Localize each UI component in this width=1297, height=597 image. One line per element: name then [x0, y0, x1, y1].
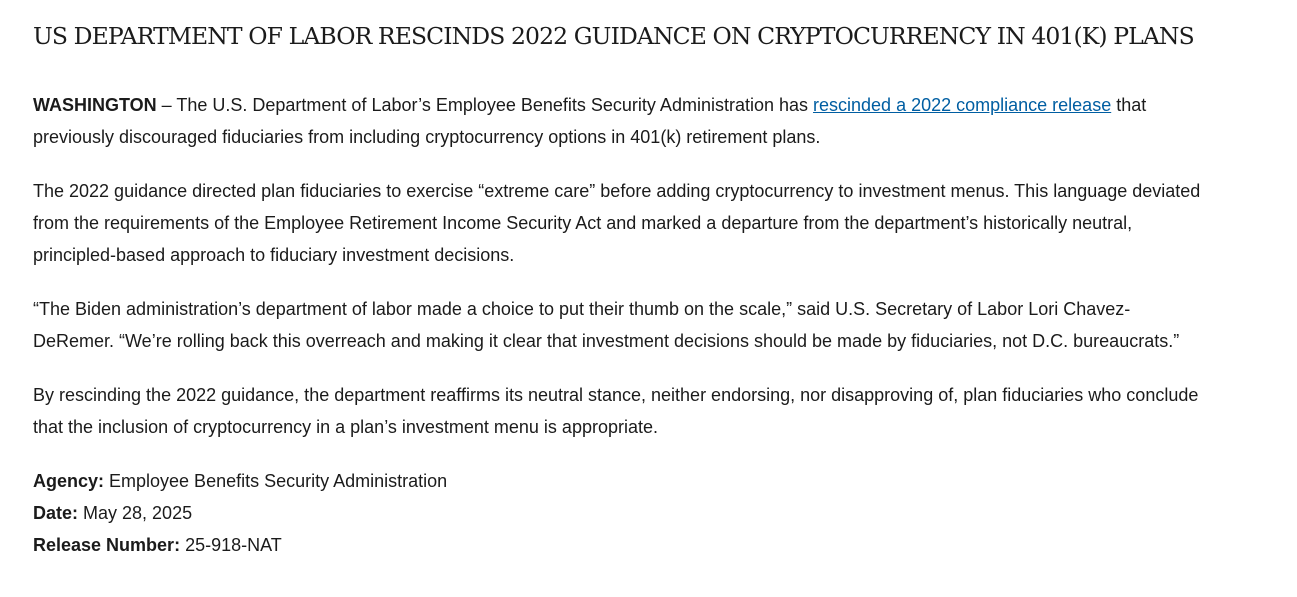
release-number-label: Release Number:: [33, 535, 181, 555]
date-value: May 28, 2025: [78, 503, 193, 523]
release-metadata: [33, 465, 1283, 561]
paragraph-intro: [33, 89, 1203, 153]
press-release-article: [33, 0, 1283, 561]
date-label: Date:: [33, 503, 79, 523]
agency-row: [33, 465, 1283, 497]
dateline: WASHINGTON: [33, 95, 157, 115]
release-number-value: 25-918-NAT: [180, 535, 282, 555]
date-row: [33, 497, 1283, 529]
paragraph-conclusion: By rescinding the 2022 guidance, the department reaffirms its neutral stance, neither endorsing, nor disapproving of, plan fiduciaries who conclude that the inclusion of cryptocurrency in a plan’s investment menu is appropriate.: [33, 385, 1199, 437]
page-title: US DEPARTMENT OF LABOR RESCINDS 2022 GUIDANCE ON CRYPTOCURRENCY IN 401(K) PLANS: [33, 22, 1194, 50]
intro-text-after-link: that previously discouraged fiduciaries from including cryptocurrency options in 401(k) retirement plans.: [33, 95, 1147, 147]
paragraph-guidance: The 2022 guidance directed plan fiduciaries to exercise “extreme care” before adding cryptocurrency to investment menus. This language deviated from the requirements of the Employee Retirement Income Security Act and marked a departure from the department’s historically neutral, principled-based approach to fiduciary investment decisions.: [33, 181, 1201, 265]
rescinded-compliance-release-link[interactable]: rescinded a 2022 compliance release: [813, 95, 1112, 115]
agency-value: Employee Benefits Security Administration: [104, 471, 448, 491]
release-number-row: [33, 529, 1283, 561]
paragraph-quote: “The Biden administration’s department of labor made a choice to put their thumb on the scale,” said U.S. Secretary of Labor Lori Chavez-DeRemer. “We’re rolling back this overreach and making it clear that investment decisions should be made by fiduciaries, not D.C. bureaucrats.”: [33, 299, 1180, 351]
intro-text-before-link: – The U.S. Department of Labor’s Employee Benefits Security Administration has: [156, 95, 814, 115]
agency-label: Agency:: [33, 471, 105, 491]
